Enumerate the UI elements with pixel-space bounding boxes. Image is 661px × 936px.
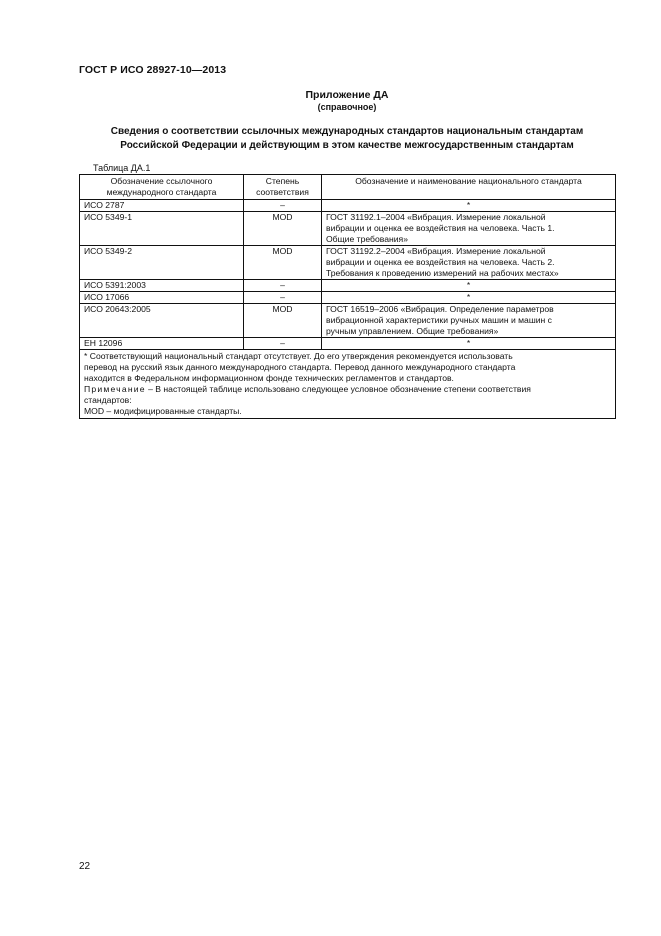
cell-national: ГОСТ 31192.2–2004 «Вибрация. Измерение локальной вибрации и оценка ее воздействия на человека. Часть 2. Требования к проведению измерений на рабочих местах» [322,246,616,280]
annex-title: Приложение ДА [305,89,389,101]
cell-intl: ИСО 5391:2003 [80,280,244,292]
cell-intl: ИСО 5349-2 [80,246,244,280]
section-title-line-2: Российской Федерации и действующим в этом качестве межгосударственным стандартам [120,139,574,151]
cell-intl: ИСО 17066 [80,292,244,304]
cell-degree: MOD [244,304,322,338]
cell-national: * [322,292,616,304]
cell-national: * [322,338,616,350]
cell-national: * [322,280,616,292]
cell-degree: – [244,200,322,212]
header-national-standard: Обозначение и наименование национального стандарта [322,175,616,200]
annex-subtitle: (справочное) [317,102,377,112]
table-row [80,292,616,304]
table-row [80,246,616,280]
cell-national: ГОСТ 31192.1–2004 «Вибрация. Измерение локальной вибрации и оценка ее воздействия на человека. Часть 1. Общие требования» [322,212,616,246]
table-footnote-row [80,350,616,419]
page-number: 22 [79,861,91,872]
cell-intl: ИСО 20643:2005 [80,304,244,338]
cell-national: ГОСТ 16519–2006 «Вибрация. Определение параметров вибрационной характеристики ручных машин и машин с ручным управлением. Общие требования» [322,304,616,338]
cell-degree: – [244,292,322,304]
note-label: Примечание [84,384,146,394]
table-footnote: * Соответствующий национальный стандарт отсутствует. До его утверждения рекомендуется использовать перевод на русский язык данного международного стандарта. Перевод данного международного стандарта находится в Федеральном информационном фонде технических регламентов и стандартов. Примечание – В настоящей таблице использовано следующее условное обозначение степени соответствия стандартов: MOD – модифицированные стандарты. [80,350,616,419]
conformity-table [79,174,616,419]
cell-degree: – [244,280,322,292]
table-row [80,212,616,246]
cell-national: * [322,200,616,212]
table-note: Примечание – В настоящей таблице использовано следующее условное обозначение степени соответствия [84,384,531,394]
table-row [80,200,616,212]
header-degree: Степень соответствия [244,175,322,200]
table-header-row [80,175,616,200]
cell-intl: ИСО 2787 [80,200,244,212]
section-title-line-1: Сведения о соответствии ссылочных международных стандартов национальным стандартам [110,126,584,137]
table-row [80,304,616,338]
section-title [79,125,615,152]
document-header: ГОСТ Р ИСО 28927-10—2013 [79,64,227,76]
cell-intl: ЕН 12096 [80,338,244,350]
header-intl-standard: Обозначение ссылочного международного стандарта [80,175,244,200]
table-caption: Таблица ДА.1 [93,163,151,173]
cell-degree: MOD [244,212,322,246]
table-row [80,280,616,292]
cell-degree: – [244,338,322,350]
cell-degree: MOD [244,246,322,280]
table-row [80,338,616,350]
cell-intl: ИСО 5349-1 [80,212,244,246]
